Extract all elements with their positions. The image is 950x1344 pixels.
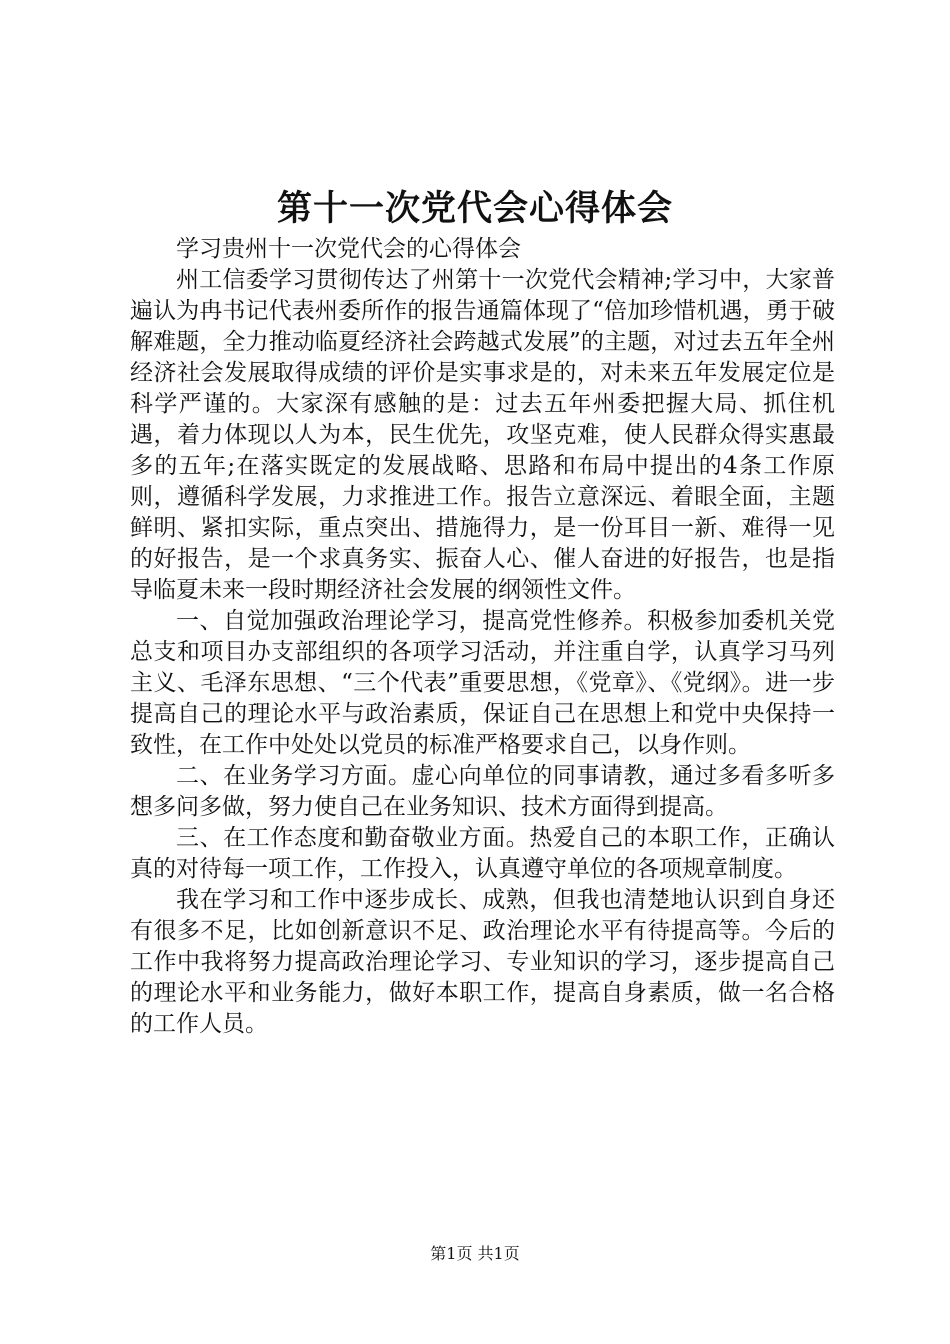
page-footer: 第1页 共1页 (430, 1244, 520, 1263)
body-paragraph: 一、自觉加强政治理论学习，提高党性修养。积极参加委机关党总支和项目办支部组织的各项学习活动，并注重自学，认真学习马列主义、毛泽东思想、“三个代表”重要思想，《党章》、《党纲》。进一步提高自己的理论水平与政治素质，保证自己在思想上和党中央保持一致性，在工作中处处以党员的标准严格要求自己，以身作则。 (130, 608, 835, 758)
body-paragraph: 我在学习和工作中逐步成长、成熟，但我也清楚地认识到自身还有很多不足，比如创新意识不足、政治理论水平有待提高等。今后的工作中我将努力提高政治理论学习、专业知识的学习，逐步提高自己的理论水平和业务能力，做好本职工作，提高自身素质，做一名合格的工作人员。 (130, 887, 835, 1037)
document-title: 第十一次党代会心得体会 (276, 188, 673, 229)
body-paragraph: 学习贵州十一次党代会的心得体会 (176, 236, 521, 262)
body-paragraph: 二、在业务学习方面。虚心向单位的同事请教，通过多看多听多想多问多做，努力使自己在业务知识、技术方面得到提高。 (130, 763, 835, 820)
body-paragraph: 三、在工作态度和勤奋敬业方面。热爱自己的本职工作，正确认真的对待每一项工作，工作投入，认真遵守单位的各项规章制度。 (130, 825, 835, 882)
body-paragraph: 州工信委学习贯彻传达了州第十一次党代会精神;学习中，大家普遍认为冉书记代表州委所作的报告通篇体现了“倍加珍惜机遇，勇于破解难题，全力推动临夏经济社会跨越式发展”的主题，对过去五年全州经济社会发展取得成绩的评价是实事求是的，对未来五年发展定位是科学严谨的。大家深有感触的是：过去五年州委把握大局、抓住机遇，着力体现以人为本，民生优先，攻坚克难，使人民群众得实惠最多的五年;在落实既定的发展战略、思路和布局中提出的4条工作原则，遵循科学发展，力求推进工作。报告立意深远、着眼全面，主题鲜明、紧扣实际，重点突出、措施得力，是一份耳目一新、难得一见的好报告，是一个求真务实、振奋人心、催人奋进的好报告，也是指导临夏未来一段时期经济社会发展的纲领性文件。 (130, 267, 835, 603)
document-body (130, 234, 835, 1040)
